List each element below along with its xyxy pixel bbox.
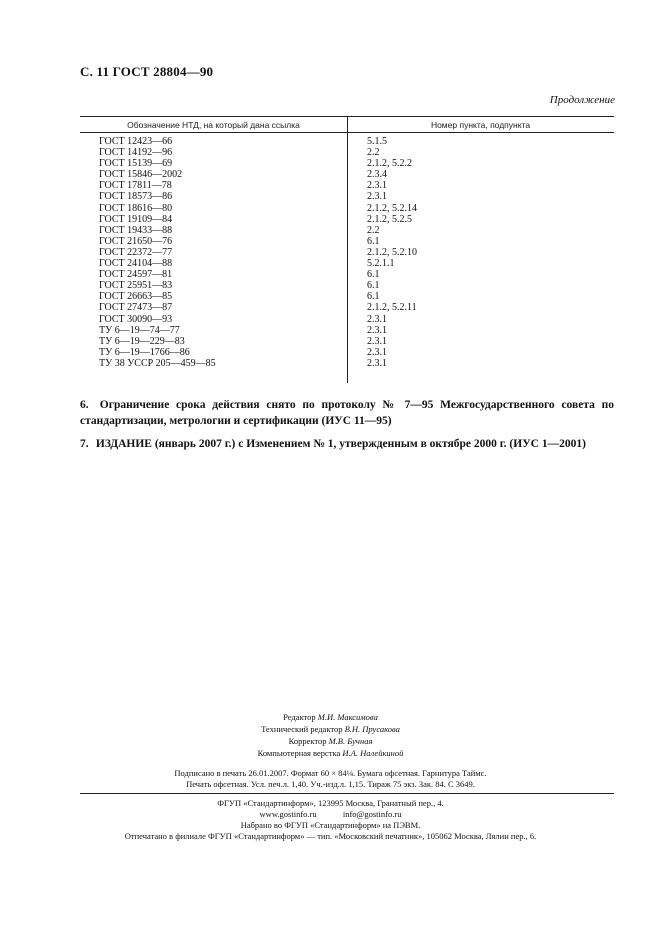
table-cell-document: ГОСТ 21650—76 bbox=[99, 235, 173, 247]
credit-layout-name: И.А. Налейкиной bbox=[342, 748, 404, 758]
table-cell-document: ГОСТ 17811—78 bbox=[99, 180, 172, 192]
table-cell-document: ТУ 6—19—1766—86 bbox=[99, 346, 190, 358]
table-row bbox=[0, 136, 661, 147]
credit-corrector bbox=[0, 736, 661, 747]
table-row bbox=[0, 214, 661, 225]
table-cell-clause: 2.2 bbox=[367, 224, 380, 236]
table-row bbox=[0, 236, 661, 247]
credit-editor-label: Редактор bbox=[283, 712, 316, 722]
imprint-rule bbox=[80, 793, 614, 794]
credit-editor bbox=[0, 712, 661, 723]
table-cell-clause: 2.1.2, 5.2.2 bbox=[367, 158, 412, 170]
credit-layout-label: Компьютерная верстка bbox=[257, 748, 341, 758]
credit-tech-editor-label: Технический редактор bbox=[261, 724, 343, 734]
paragraph-6-text: Ограничение срока действия снято по протоколу № 7—95 Межгосударственного совета по стандартизации, метрологии и сертификации (ИУС 11—95) bbox=[80, 399, 615, 427]
table-row bbox=[0, 291, 661, 302]
table-cell-document: ГОСТ 19433—88 bbox=[99, 224, 173, 236]
table-row bbox=[0, 347, 661, 358]
publisher-contacts bbox=[0, 809, 661, 820]
paragraph-7-text: ИЗДАНИЕ (январь 2007 г.) с Изменением № 1, утвержденным в октябре 2000 г. (ИУС 1—2001) bbox=[95, 438, 586, 450]
table-cell-clause: 6.1 bbox=[367, 291, 380, 303]
table-cell-clause: 2.3.1 bbox=[367, 357, 387, 369]
table-row bbox=[0, 302, 661, 313]
table-cell-document: ГОСТ 27473—87 bbox=[99, 302, 173, 314]
table-body bbox=[0, 136, 661, 369]
table-cell-document: ГОСТ 12423—66 bbox=[99, 136, 173, 147]
table-row bbox=[0, 280, 661, 291]
credit-corrector-label: Корректор bbox=[288, 736, 327, 746]
table-cell-document: ГОСТ 24597—81 bbox=[99, 269, 173, 281]
table-cell-clause: 2.3.1 bbox=[367, 191, 387, 203]
table-cell-clause: 6.1 bbox=[367, 269, 380, 281]
table-row bbox=[0, 258, 661, 269]
paragraph-6-number: 6. bbox=[80, 399, 89, 411]
table-row bbox=[0, 247, 661, 258]
table-row bbox=[0, 269, 661, 280]
table-cell-document: ТУ 38 УССР 205—459—85 bbox=[99, 357, 216, 369]
table-cell-document: ГОСТ 24104—88 bbox=[99, 258, 173, 270]
table-cell-document: ГОСТ 18573—86 bbox=[99, 191, 173, 203]
credit-editor-name: М.И. Максимова bbox=[317, 712, 378, 722]
table-cell-document: ГОСТ 19109—84 bbox=[99, 213, 173, 225]
table-cell-document: ГОСТ 22372—77 bbox=[99, 246, 173, 258]
table-row bbox=[0, 314, 661, 325]
credit-tech-editor-name: В.Н. Прусакова bbox=[344, 724, 400, 734]
publisher-email: info@gostinfo.ru bbox=[342, 809, 402, 819]
table-header-clause: Номер пункта, подпункта bbox=[430, 120, 531, 130]
table-cell-document: ГОСТ 15139—69 bbox=[99, 158, 173, 170]
print-info-line-2: Печать офсетная. Усл. печ.л. 1,40. Уч.-изд.л. 1,15. Тираж 75 экз. Зак. 84. С 3649. bbox=[186, 779, 475, 789]
table-cell-clause: 2.2 bbox=[367, 147, 380, 159]
table-cell-document: ГОСТ 26663—85 bbox=[99, 291, 173, 303]
page-title: С. 11 ГОСТ 28804—90 bbox=[80, 64, 214, 79]
table-cell-clause: 2.1.2, 5.2.11 bbox=[367, 302, 417, 314]
credit-tech-editor bbox=[0, 724, 661, 735]
table-cell-document: ГОСТ 15846—2002 bbox=[99, 169, 183, 181]
table-cell-clause: 2.3.4 bbox=[367, 169, 387, 181]
table-header-document: Обозначение НТД, на который дана ссылка bbox=[127, 120, 300, 130]
table-cell-clause: 5.2.1.1 bbox=[367, 258, 395, 270]
table-cell-document: ГОСТ 14192—96 bbox=[99, 147, 173, 159]
table-cell-clause: 2.3.1 bbox=[367, 324, 387, 336]
publisher-line-3: Набрано во ФГУП «Стандартинформ» на ПЭВМ. bbox=[240, 820, 421, 830]
table-row bbox=[0, 325, 661, 336]
table-cell-clause: 6.1 bbox=[367, 280, 380, 292]
table-cell-document: ГОСТ 18616—80 bbox=[99, 202, 173, 214]
table-row bbox=[0, 147, 661, 158]
table-cell-clause: 2.1.2, 5.2.14 bbox=[367, 202, 417, 214]
table-row bbox=[0, 180, 661, 191]
table-cell-clause: 2.3.1 bbox=[367, 313, 387, 325]
table-row bbox=[0, 358, 661, 369]
publisher-website: www.gostinfo.ru bbox=[259, 809, 317, 819]
table-cell-document: ГОСТ 25951—83 bbox=[99, 280, 173, 292]
table-row bbox=[0, 169, 661, 180]
table-cell-clause: 2.3.1 bbox=[367, 335, 387, 347]
table-row bbox=[0, 225, 661, 236]
table-cell-document: ТУ 6—19—74—77 bbox=[99, 324, 180, 336]
table-cell-clause: 2.3.1 bbox=[367, 180, 387, 192]
continuation-label: Продолжение bbox=[549, 94, 615, 106]
paragraph-7-number: 7. bbox=[80, 438, 89, 450]
publisher-line-1: ФГУП «Стандартинформ», 123995 Москва, Гранатный пер., 4. bbox=[217, 798, 444, 808]
table-cell-clause: 5.1.5 bbox=[367, 136, 387, 147]
table-row bbox=[0, 158, 661, 169]
credit-corrector-name: М.В. Бучная bbox=[328, 736, 373, 746]
table-cell-document: ТУ 6—19—229—83 bbox=[99, 335, 185, 347]
table-row bbox=[0, 191, 661, 202]
table-cell-clause: 2.1.2, 5.2.10 bbox=[367, 246, 417, 258]
publisher-line-4: Отпечатано в филиале ФГУП «Стандартинформ» — тип. «Московский печатник», 105062 Москва, Лялин пер., 6. bbox=[124, 831, 537, 841]
table-cell-clause: 2.3.1 bbox=[367, 346, 387, 358]
credit-layout bbox=[0, 748, 661, 759]
paragraph-6 bbox=[80, 397, 614, 429]
paragraph-7 bbox=[80, 436, 614, 452]
table-cell-document: ГОСТ 30090—93 bbox=[99, 313, 173, 325]
table-row bbox=[0, 203, 661, 214]
table-row bbox=[0, 336, 661, 347]
table-cell-clause: 2.1.2, 5.2.5 bbox=[367, 213, 412, 225]
table-cell-clause: 6.1 bbox=[367, 235, 380, 247]
print-info-line-1: Подписано в печать 26.01.2007. Формат 60 × 84⅛. Бумага офсетная. Гарнитура Таймс. bbox=[174, 768, 487, 778]
